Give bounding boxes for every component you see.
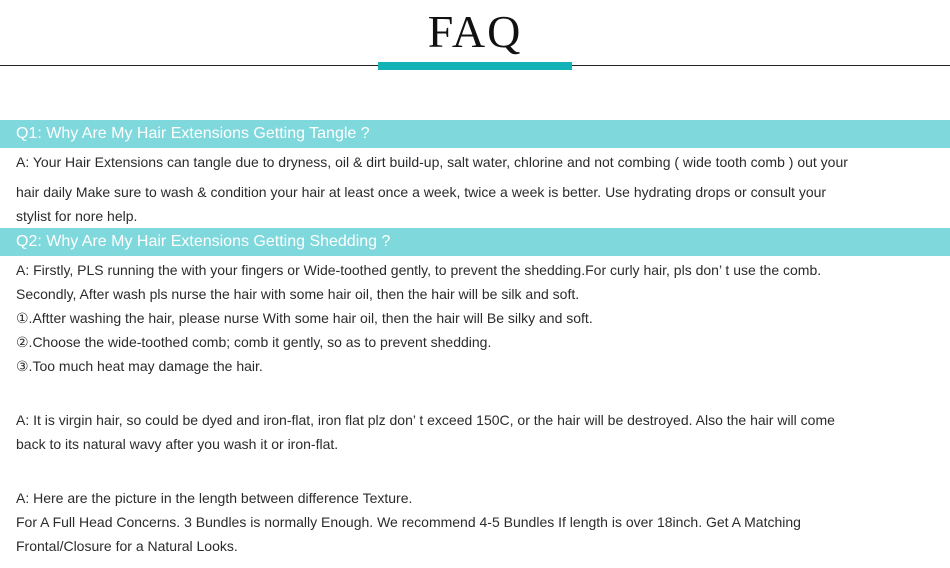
faq-answer-2-line-1: A: Firstly, PLS running the with your fingers or Wide-toothed gently, to prevent the shedding.For curly hair, pls don’ t use the comb. (16, 262, 822, 278)
faq-answer-3-line-2: back to its natural wavy after you wash it or iron-flat. (16, 436, 339, 452)
faq-answer-4-line-3: Frontal/Closure for a Natural Looks. (16, 538, 238, 554)
faq-question-1: Q1: Why Are My Hair Extensions Getting Tangle ? (0, 120, 950, 148)
faq-answer-4-line-1: A: Here are the picture in the length between difference Texture. (16, 490, 413, 506)
faq-header (0, 0, 950, 72)
faq-answer-2-tip-1: ①.Aftter washing the hair, please nurse With some hair oil, then the hair will Be silky and soft. (16, 310, 593, 326)
faq-answer-1-line-1: A: Your Hair Extensions can tangle due to dryness, oil & dirt build-up, salt water, chlorine and not combing ( wide tooth comb ) out your (16, 154, 848, 170)
faq-answer-1-line-2: hair daily Make sure to wash & condition your hair at least once a week, twice a week is better. Use hydrating drops or consult your (16, 184, 827, 200)
faq-question-2: Q2: Why Are My Hair Extensions Getting Shedding ? (0, 228, 950, 256)
header-accent-bar (378, 62, 572, 70)
faq-answer-2-tip-2: ②.Choose the wide-toothed comb; comb it gently, so as to prevent shedding. (16, 334, 492, 350)
faq-answer-4-line-2: For A Full Head Concerns. 3 Bundles is normally Enough. We recommend 4-5 Bundles If length is over 18inch. Get A Matching (16, 514, 801, 530)
faq-answer-2-line-2: Secondly, After wash pls nurse the hair with some hair oil, then the hair will be silk and soft. (16, 286, 580, 302)
faq-answer-3-line-1: A: It is virgin hair, so could be dyed and iron-flat, iron flat plz don’ t exceed 150C, or the hair will be destroyed. Also the hair will come (16, 412, 835, 428)
page-title: FAQ (427, 6, 523, 57)
faq-answer-2-tip-3: ③.Too much heat may damage the hair. (16, 358, 263, 374)
faq-answer-1-line-3: stylist for nore help. (16, 208, 138, 224)
